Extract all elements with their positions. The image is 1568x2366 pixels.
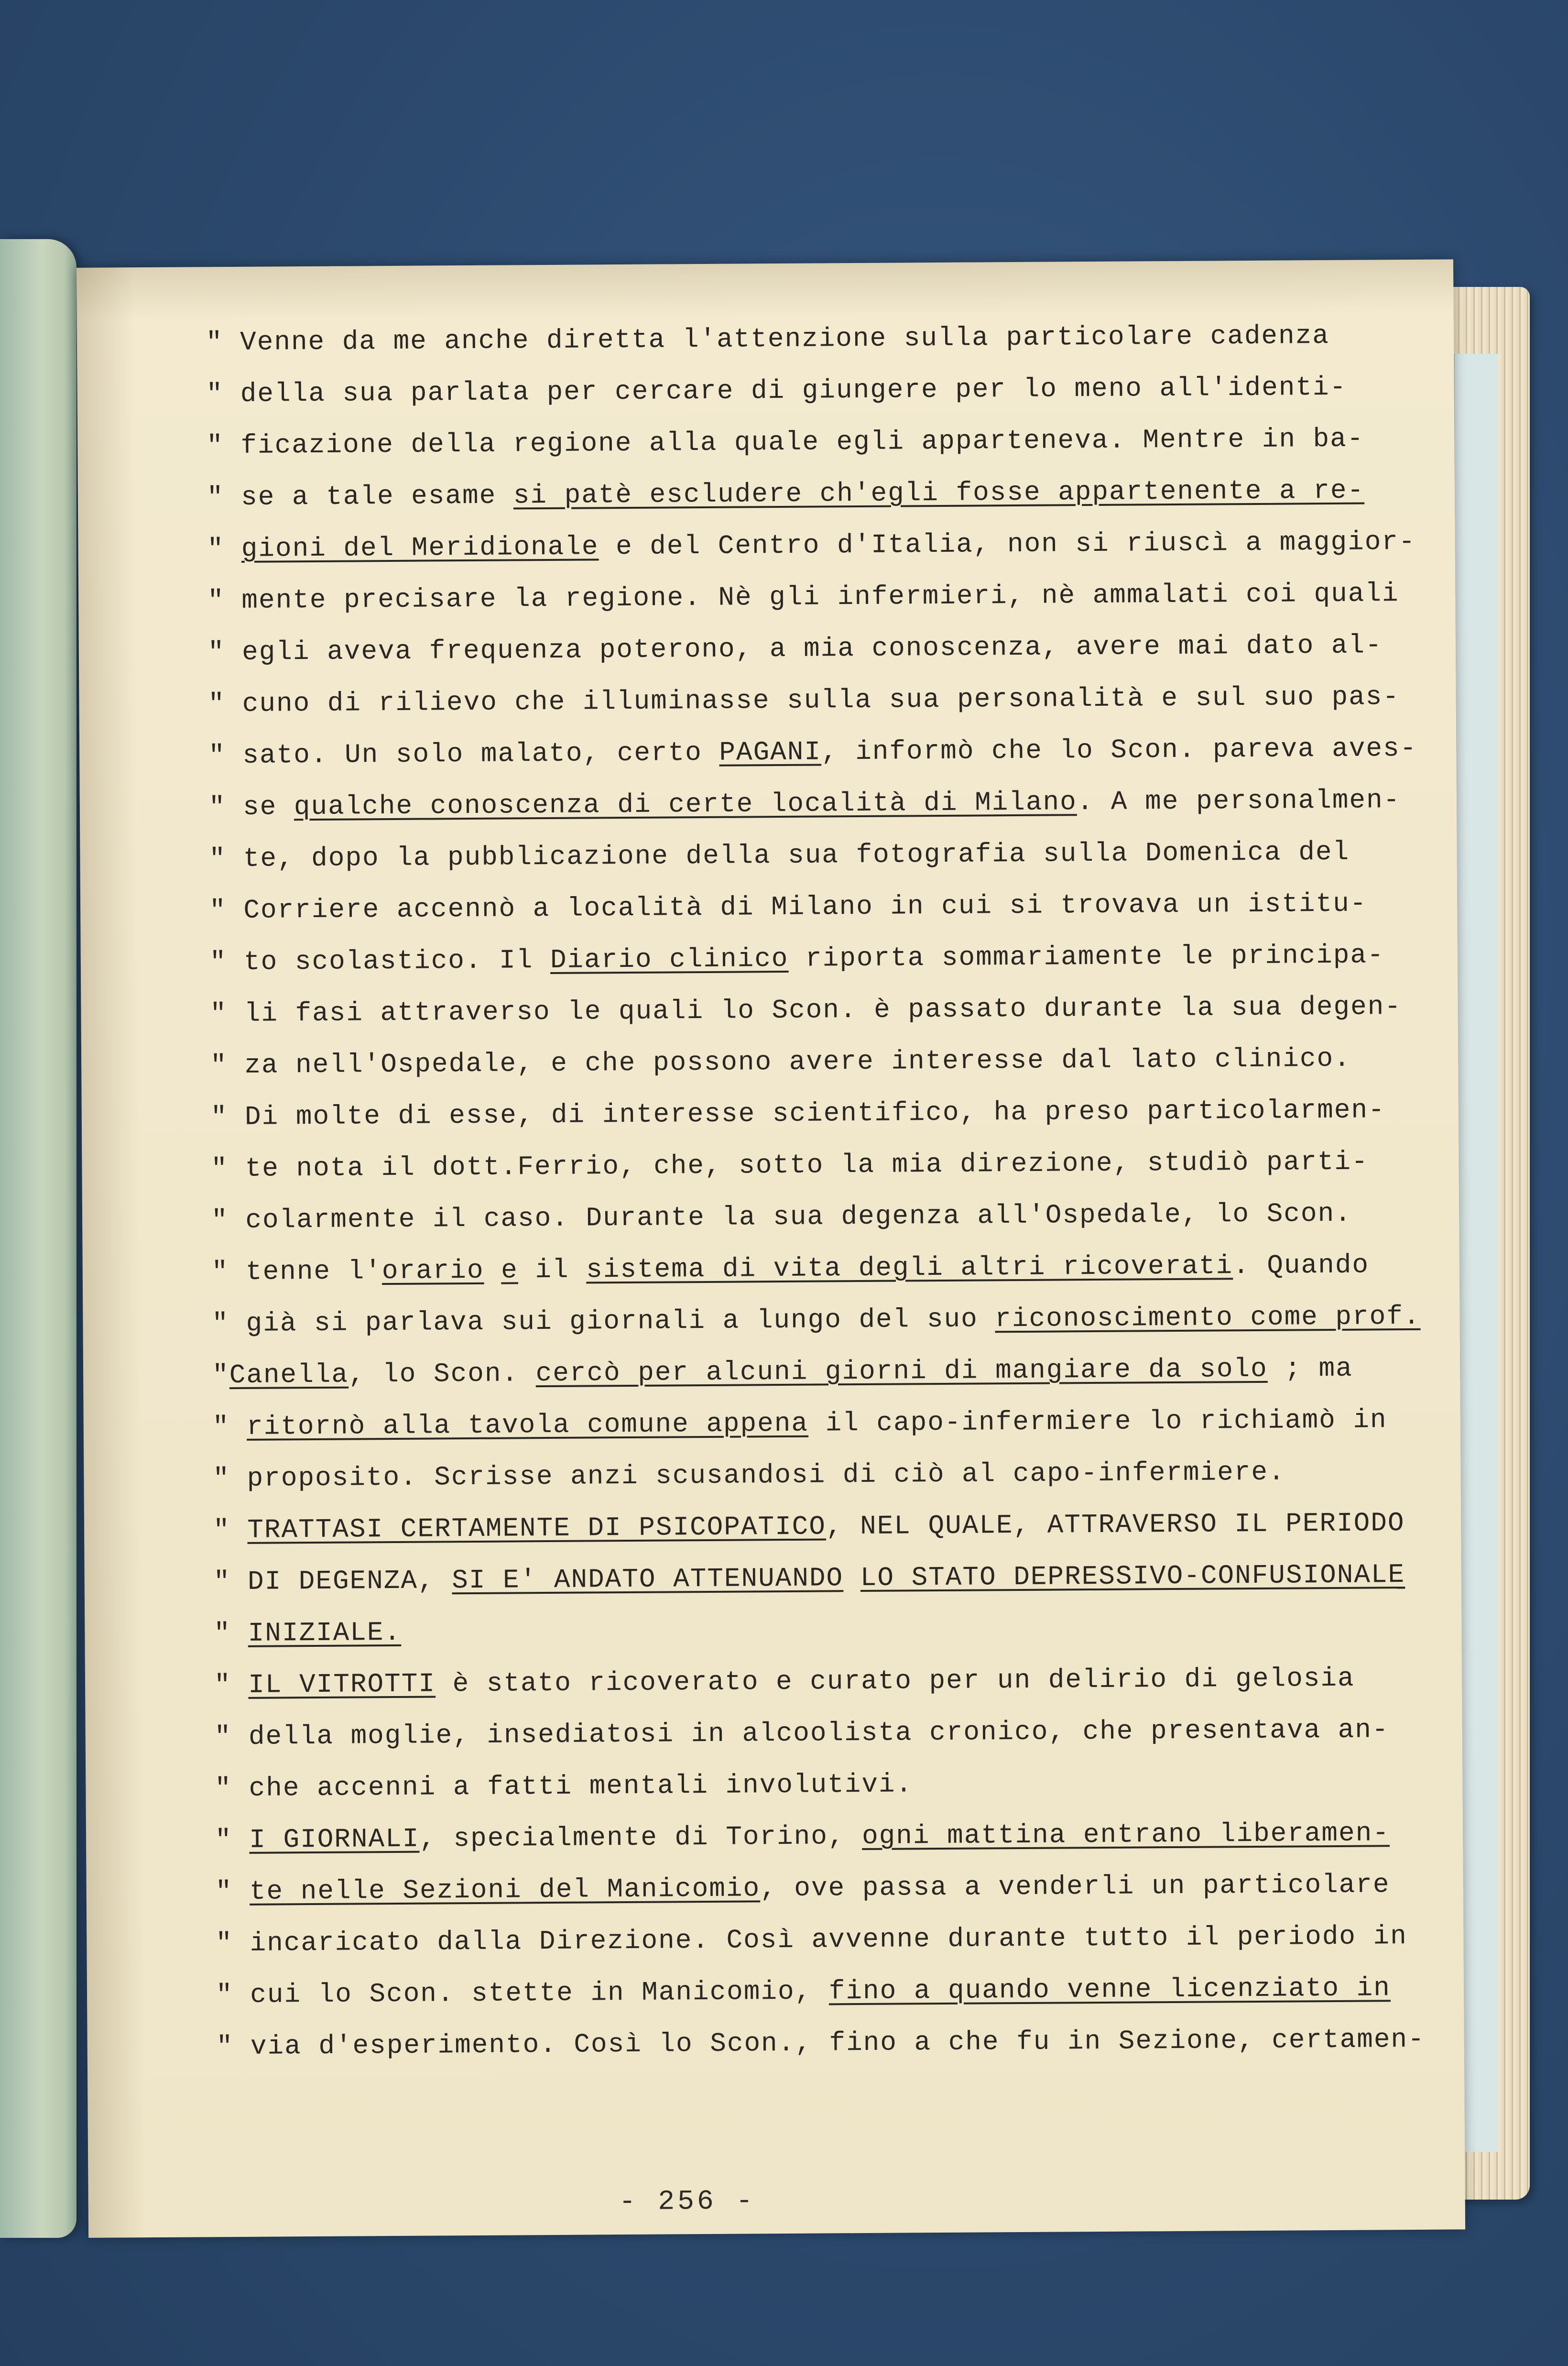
text-line: " della moglie, insediatosi in alcoolista cronico, che presentava an-	[214, 1714, 1389, 1753]
text-line: " I GIORNALI, specialmente di Torino, ogni mattina entrano liberamen-	[215, 1818, 1390, 1856]
text-line: " colarmente il caso. Durante la sua degenza all'Ospedale, lo Scon.	[211, 1198, 1352, 1236]
text-line: " che accenni a fatti mentali involutivi.	[215, 1769, 913, 1804]
text-line: " via d'esperimento. Così lo Scon., fino a che fu in Sezione, certamen-	[216, 2024, 1425, 2062]
text-line: " cuno di rilievo che illuminasse sulla sua personalità e sul suo pas-	[208, 681, 1400, 720]
text-line: " te nota il dott.Ferrio, che, sotto la mia direzione, studiò parti-	[211, 1146, 1369, 1184]
document-page	[76, 259, 1465, 2238]
text-line: " ficazione della regione alla quale egli apparteneva. Mentre in ba-	[207, 423, 1364, 461]
facing-page-edge	[0, 239, 76, 2238]
text-line: " IL VITROTTI è stato ricoverato e curato per un delirio di gelosia	[214, 1663, 1355, 1701]
text-line: " gioni del Meridionale e del Centro d'Italia, non si riuscì a maggior-	[207, 526, 1416, 565]
text-line: " Di molte di esse, di interesse scientifico, ha preso particolarmen-	[210, 1095, 1385, 1133]
text-line: " sato. Un solo malato, certo PAGANI, informò che lo Scon. pareva aves-	[208, 733, 1417, 771]
text-line: " già si parlava sui giornali a lungo del suo riconoscimento come prof.	[212, 1301, 1421, 1339]
text-line: " li fasi attraverso le quali lo Scon. è passato durante la sua degen-	[210, 991, 1402, 1030]
text-line: " mente precisare la regione. Nè gli infermieri, nè ammalati coi quali	[207, 578, 1399, 616]
text-line: " to scolastico. Il Diario clinico riporta sommariamente le principa-	[209, 940, 1384, 978]
text-line: " cui lo Scon. stette in Manicomio, fino a quando venne licenziato in	[216, 1972, 1391, 2011]
text-line: " Corriere accennò a località di Milano in cui si trovava un istitu-	[209, 888, 1367, 926]
text-line: " tenne l'orario e il sistema di vita degli altri ricoverati. Quando	[211, 1249, 1370, 1288]
text-line: " TRATTASI CERTAMENTE DI PSICOPATICO, NEL QUALE, ATTRAVERSO IL PERIODO	[213, 1508, 1405, 1546]
text-line: " te, dopo la pubblicazione della sua fotografia sulla Domenica del	[209, 836, 1350, 875]
text-line: " ritornò alla tavola comune appena il capo-infermiere lo richiamò in	[212, 1404, 1387, 1443]
text-line: " egli aveva frequenza poterono, a mia conoscenza, avere mai dato al-	[207, 630, 1383, 668]
page-number: - 256 -	[619, 2186, 756, 2218]
typed-text-block	[206, 321, 1507, 2085]
text-line: " Venne da me anche diretta l'attenzione sulla particolare cadenza	[206, 320, 1330, 358]
text-line: " se a tale esame si patè escludere ch'egli fosse appartenente a re-	[207, 475, 1365, 513]
text-line: " za nell'Ospedale, e che possono avere interesse dal lato clinico.	[210, 1043, 1351, 1081]
text-line: " DI DEGENZA, SI E' ANDATO ATTENUANDO LO STATO DEPRESSIVO-CONFUSIONALE	[213, 1559, 1405, 1598]
text-line: " incaricato dalla Direzione. Così avvenne durante tutto il periodo in	[216, 1921, 1407, 1959]
text-line: " della sua parlata per cercare di giungere per lo meno all'identi-	[206, 372, 1347, 410]
text-line: "Canella, lo Scon. cercò per alcuni giorni di mangiare da solo ; ma	[212, 1353, 1353, 1391]
text-line: " INIZIALE.	[214, 1617, 402, 1649]
text-line: " proposito. Scrisse anzi scusandosi di ciò al capo-infermiere.	[213, 1457, 1285, 1494]
text-line: " se qualche conoscenza di certe località di Milano. A me personalmen-	[208, 785, 1401, 823]
text-line: " te nelle Sezioni del Manicomio, ove passa a venderli un particolare	[215, 1869, 1390, 1907]
